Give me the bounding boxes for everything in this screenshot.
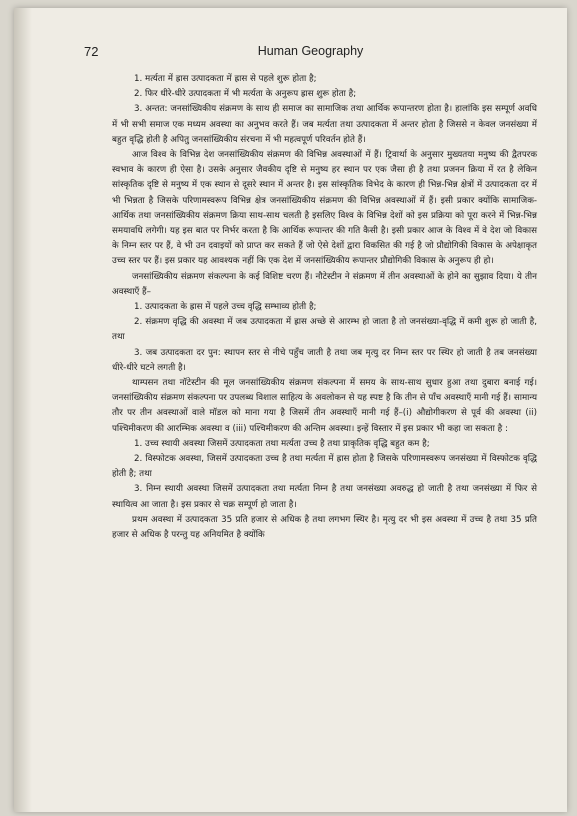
page-spine-shadow (14, 8, 32, 812)
paragraph: प्रथम अवस्था में उत्पादकता 35 प्रति हजार से अधिक है तथा लगभग स्थिर है। मृत्यु दर भी इस अवस्था में उच्च है तथा 35 प्रति हजार से अधिक है परन्तु यह अनियमित है क्योंकि (112, 514, 537, 541)
paragraph: जनसांख्यिकीय संक्रमण संकल्पना के कई विशिष्ट चरण हैं। नौटेस्टीन ने संक्रमण में तीन अवस्थाओं के होने का सुझाव दिया। ये तीन अवस्थाएँ हैं– (112, 271, 537, 297)
page-body (112, 72, 537, 543)
list-item: 3. जब उत्पादकता दर पुन: स्थापन स्तर से नीचे पहुँच जाती है तथा जब मृत्यु दर निम्न स्तर पर स्थिर हो जाती है तब जनसंख्या धीरे-धीरे घटने लगती है। (112, 347, 537, 373)
running-title: Human Geography (257, 44, 364, 58)
list-item: 1. उच्च स्थायी अवस्था जिसमें उत्पादकता तथा मर्त्यता उच्च है तथा प्राकृतिक वृद्धि बहुत कम है; (134, 438, 430, 449)
list-item: 1. उत्पादकता के ह्रास में पहले उच्च वृद्धि सम्भाव्य होती है; (134, 302, 317, 313)
list-item: 2. संक्रमण वृद्धि की अवस्था में जब उत्पादकता में ह्रास अच्छे से आरम्भ हो जाता है तो जनसंख्या-वृद्धि में कमी शुरू हो जाती है, तथा (112, 317, 537, 343)
list-item: 1. मर्त्यता में ह्रास उत्पादकता में ह्रास से पहले शुरू होता है; (134, 74, 317, 84)
page-header (84, 44, 537, 64)
list-item: 2. विस्फोटक अवस्था, जिसमें उत्पादकता उच्च है तथा मर्त्यता में ह्रास होता है जिसके परिणामस्वरूप जनसंख्या में विस्फोटक वृद्धि होती है; तथा (112, 454, 537, 480)
list-item: 3. अन्तत: जनसांख्यिकीय संक्रमण के साथ ही समाज का सामाजिक तथा आर्थिक रूपान्तरण होता है। हालांकि इस सम्पूर्ण अवधि में भी सभी समाज एक मध्यम अवस्था का अनुभव करते हैं। जब मर्त्यता तथा उत्पादकता में अन्तर होता है जिससे न केवल जनसंख्या में बहुत वृद्धि होती है अपितु जनसांख्यिकीय संरचना में भी महत्वपूर्ण परिवर्तन होते हैं। (112, 104, 537, 145)
book-page (14, 8, 567, 812)
list-item: 3. निम्न स्थायी अवस्था जिसमें उत्पादकता तथा मर्त्यता निम्न है तथा जनसंख्या अवरुद्ध हो जाती है तथा जनसंख्या में फिर से स्थायित्व आ जाता है। इस प्रकार से चक्र सम्पूर्ण हो जाता है। (112, 484, 537, 510)
paragraph: आज विश्व के विभिन्न देश जनसांख्यिकीय संक्रमण की विभिन्न अवस्थाओं में हैं। ट्रिवार्था के अनुसार मुख्यतया मनुष्य की द्वैतपरक स्वभाव के कारण ही ऐसा है। उसके अनुसार जैवकीय दृष्टि से मनुष्य हर स्थान पर एक जैसा ही है तथा प्रजनन क्रिया में रत है लेकिन सांस्कृतिक दृष्टि से मनुष्य में एक स्थान से दूसरे स्थान में अन्तर है। इस सांस्कृतिक विभेद के कारण ही भिन्न-भिन्न क्षेत्रों में उत्पादकता दर में भी भिन्नता है जिसके परिणामस्वरूप विभिन्न क्षेत्र जनसांख्यिकीय संक्रमण की विभिन्न अवस्थाओं में हैं। इसी प्रकार क्योंकि सामाजिक-आर्थिक तथा जनसांख्यिकीय संक्रमण क्रिया साथ-साथ चलती है इसलिए विश्व के विभिन्न देशों को इस प्रक्रिया को पूरा करने में भिन्न-भिन्न समयावधि लगेगी। यह इस बात पर निर्भर करता है कि आर्थिक रूपान्तर की गति कैसी है। इसी प्रकार आज के विश्व में वे देश जो विकास के निम्न स्तर पर हैं, वे भी उन दवाइयों को प्राप्त कर सकते हैं जो ऐसे देशों द्वारा विकसित की गई है जो प्रौद्योगिकी विकास के अपेक्षाकृत उच्च स्तर पर हैं। इस प्रकार यह आवश्यक नहीं कि एक देश में जनसांख्यिकीय रूपान्तर प्रौद्योगिकी विकास के अनुरूप ही हो। (112, 150, 537, 267)
paragraph: थाम्पसन तथा नॉटेस्टीन की मूल जनसांख्यिकीय संक्रमण संकल्पना में समय के साथ-साथ सुधार हुआ तथा दुबारा बनाई गई। जनसांख्यिकीय संक्रमण संकल्पना पर उपलब्ध विशाल साहित्य के अवलोकन से यह स्पष्ट है कि तीन से पाँच अवस्थाएँ मानी गई हैं। सामान्य तौर पर तीन अवस्थाओं वाले मॉडल को माना गया है जिसमें तीन अवस्थाएँ मानी गई हैं–(i) औद्योगीकरण से पूर्व की अवस्था (ii) पश्चिमीकरण की आरम्भिक अवस्था व (iii) पश्चिमीकरण की अन्तिम अवस्था। इन्हें विस्तार में इस प्रकार भी कहा जा सकता है : (112, 378, 537, 434)
page-number: 72 (84, 44, 99, 59)
list-item: 2. फिर धीरे-धीरे उत्पादकता में भी मर्त्यता के अनुरूप ह्रास शुरू होता है; (134, 89, 357, 100)
